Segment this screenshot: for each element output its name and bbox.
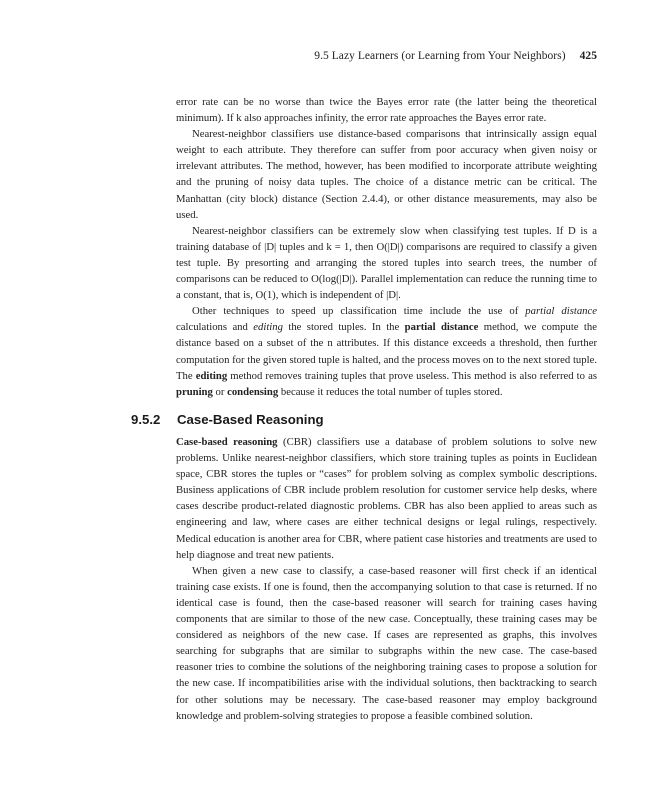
italic-term: partial distance: [525, 305, 597, 318]
paragraph: When given a new case to classify, a case-based reasoner will first check if an identical training case exists. If one is found, then the accompanying solution to that case is returned. If no identical case is found, then the case-based reasoner will search for training cases having components that are similar to those of the new case. Conceptually, these training cases may be considered as neighbors of the new case. If cases are represented as graphs, this involves searching for subgraphs that are similar to subgraphs within the new case. The case-based reasoner tries to combine the solutions of the neighboring training cases to propose a solution for the new case. If incompatibilities arise with the individual solutions, then backtracking to search for other solutions may be necessary. The case-based reasoner may employ background knowledge and problem-solving strategies to propose a feasible combined solution.: [176, 564, 597, 722]
text-run: (CBR) classifiers use a database of problem solutions to solve new problems. Unlike nearest-neighbor classifiers, which store training tuples as points in Euclidean space, CBR stores the tuples or “cases” for problem solving as complex symbolic descriptions. Business applications of CBR include problem resolution for customer service help desks, where cases describe product-related diagnostic problems. CBR has also been applied to areas such as engineering and law, where cases are either technical designs or legal rulings, respectively. Medical education is another area for CBR, where patient case histories and treatments are used to help diagnose and treat new patients.: [176, 436, 597, 561]
running-header: [0, 50, 597, 62]
text-run: calculations and: [176, 321, 254, 334]
paragraph: [176, 434, 597, 563]
text-run: because it reduces the total number of tuples stored.: [278, 385, 503, 398]
bold-term: editing: [195, 369, 228, 382]
paragraph: error rate can be no worse than twice the Bayes error rate (the latter being the theoretical minimum). If k also approaches infinity, the error rate approaches the Bayes error rate.: [176, 96, 597, 125]
paragraph: [176, 303, 597, 400]
text-run: method removes training tuples that prove useless. This method is also referred to as: [227, 369, 597, 382]
paragraph: Nearest-neighbor classifiers use distance-based comparisons that intrinsically assign equal weight to each attribute. They therefore can suffer from poor accuracy when given noisy or irrelevant attributes. The method, however, has been modified to incorporate attribute weighting and the pruning of noisy data tuples. The choice of a distance metric can be critical. The Manhattan (city block) distance (Section 2.4.4), or other distance measurements, may also be used.: [176, 128, 597, 221]
bold-term: partial distance: [404, 321, 479, 334]
paragraph: Nearest-neighbor classifiers can be extremely slow when classifying test tuples. If D is a training database of |D| tuples and k = 1, then O(|D|) comparisons are required to classify a given test tuple. By presorting and arranging the stored tuples into search trees, the number of comparisons can be reduced to O(log(|D|). Parallel implementation can reduce the running time to a constant, that is, O(1), which is independent of |D|.: [176, 224, 597, 302]
section-number: 9.5.2: [131, 412, 161, 427]
bold-term: pruning: [176, 385, 213, 398]
text-run: the stored tuples. In the: [282, 321, 405, 334]
text-run: method, we compute the distance based on a subset of the n attributes. If this distance exceeds a threshold, then further computation for the given stored tuple is halted, and the process moves on to the next stored tuple. The: [176, 321, 597, 382]
chapter-section-title: 9.5 Lazy Learners (or Learning from Your Neighbors): [314, 50, 566, 62]
bold-term: condensing: [227, 385, 279, 398]
section-title: Case-Based Reasoning: [177, 412, 324, 427]
body-text-top: [176, 94, 597, 400]
text-run: Other techniques to speed up classification time include the use of: [192, 305, 526, 318]
text-run: or: [212, 385, 228, 398]
italic-term: editing: [253, 321, 283, 334]
bold-term: Case-based reasoning: [176, 436, 278, 448]
page-number: 425: [579, 50, 597, 62]
section-heading: [131, 412, 324, 427]
body-text-section: [176, 434, 597, 724]
